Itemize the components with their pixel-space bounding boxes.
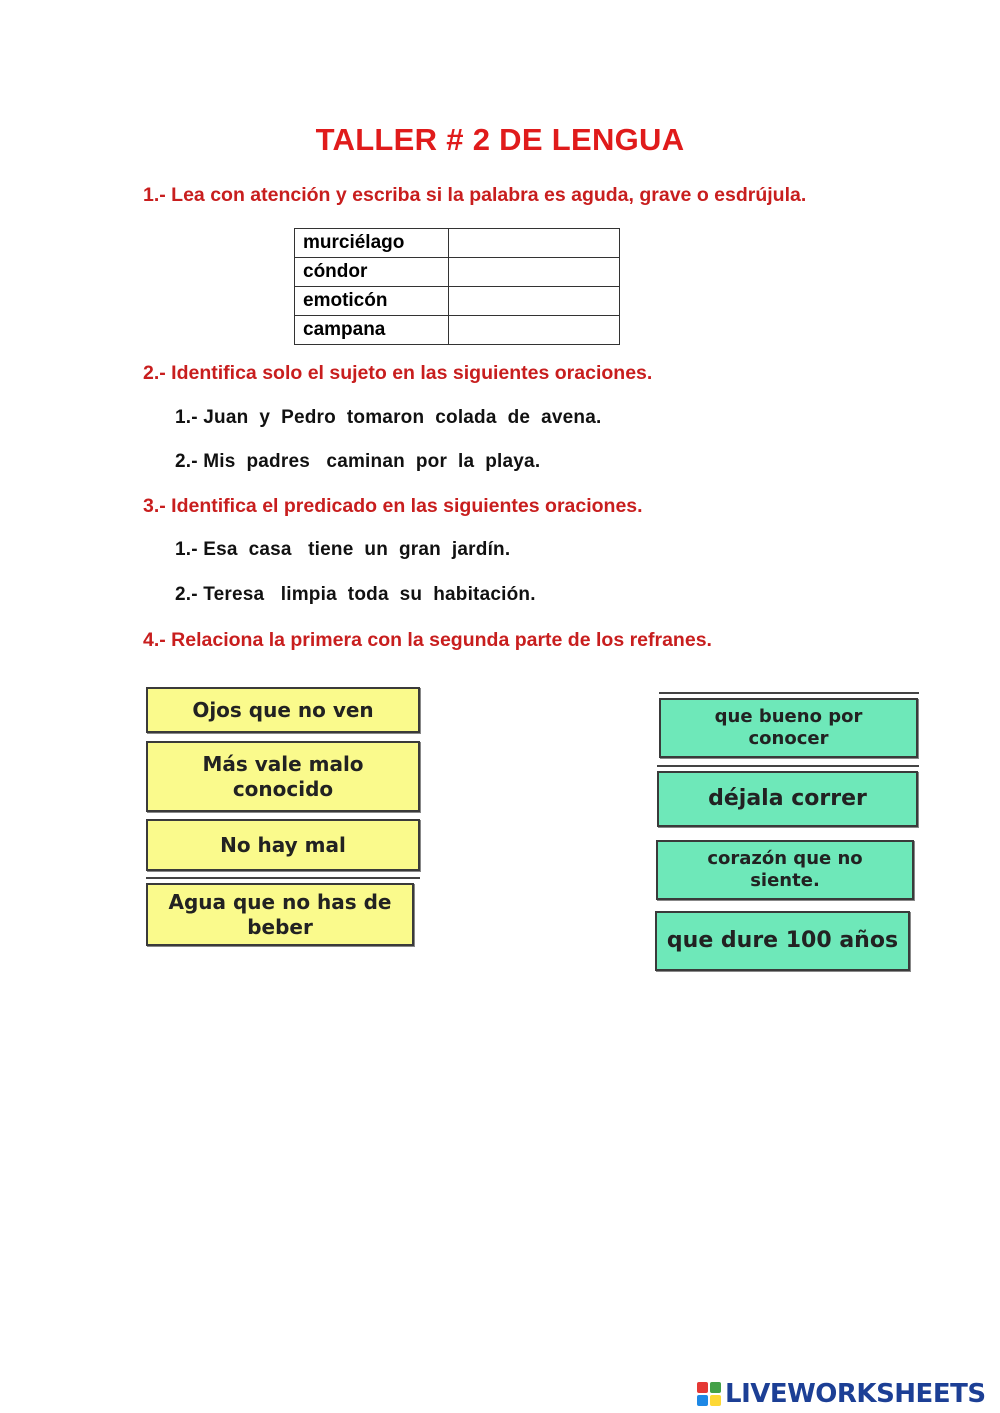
sentence-3-1[interactable]: 1.- Esa casa tiene un gran jardín.	[175, 539, 511, 560]
proverb-start-card[interactable]: Más vale malo conocido	[146, 741, 420, 812]
answer-input-2[interactable]	[449, 258, 619, 286]
liveworksheets-logo-icon	[697, 1382, 721, 1406]
divider	[657, 765, 919, 767]
word-cell: campana	[295, 316, 449, 345]
word-cell: murciélago	[295, 229, 449, 258]
brand-name: LIVEWORKSHEETS	[725, 1379, 986, 1409]
logo-square	[710, 1395, 721, 1406]
sentence-3-2[interactable]: 2.- Teresa limpia toda su habitación.	[175, 584, 536, 605]
divider	[659, 692, 919, 694]
table-row	[295, 287, 620, 316]
table-row	[295, 316, 620, 345]
table-row	[295, 229, 620, 258]
question-1-prompt: 1.- Lea con atención y escriba si la palabra es aguda, grave o esdrújula.	[143, 184, 807, 206]
proverb-start-card[interactable]: No hay mal	[146, 819, 420, 871]
logo-square	[697, 1382, 708, 1393]
proverb-end-card[interactable]: corazón que no siente.	[656, 840, 914, 900]
sentence-2-1[interactable]: 1.- Juan y Pedro tomaron colada de avena.	[175, 407, 602, 428]
logo-square	[710, 1382, 721, 1393]
word-cell: cóndor	[295, 258, 449, 287]
proverb-end-card[interactable]: déjala correr	[657, 771, 918, 827]
question-2-prompt: 2.- Identifica solo el sujeto en las siguientes oraciones.	[143, 362, 653, 384]
answer-input-4[interactable]	[449, 316, 619, 344]
divider	[146, 877, 420, 879]
word-classification-table	[294, 228, 620, 345]
word-cell: emoticón	[295, 287, 449, 316]
question-4-prompt: 4.- Relaciona la primera con la segunda parte de los refranes.	[143, 629, 712, 651]
table-row	[295, 258, 620, 287]
worksheet-title: TALLER # 2 DE LENGUA	[315, 122, 685, 157]
answer-input-3[interactable]	[449, 287, 619, 315]
question-3-prompt: 3.- Identifica el predicado en las siguientes oraciones.	[143, 495, 643, 517]
proverb-start-card[interactable]: Ojos que no ven	[146, 687, 420, 733]
proverb-start-card[interactable]: Agua que no has de beber	[146, 883, 414, 946]
answer-input-1[interactable]	[449, 229, 619, 257]
liveworksheets-brand	[697, 1378, 986, 1410]
proverb-end-card[interactable]: que bueno por conocer	[659, 698, 918, 758]
logo-square	[697, 1395, 708, 1406]
proverb-end-card[interactable]: que dure 100 años	[655, 911, 910, 971]
sentence-2-2[interactable]: 2.- Mis padres caminan por la playa.	[175, 451, 541, 472]
